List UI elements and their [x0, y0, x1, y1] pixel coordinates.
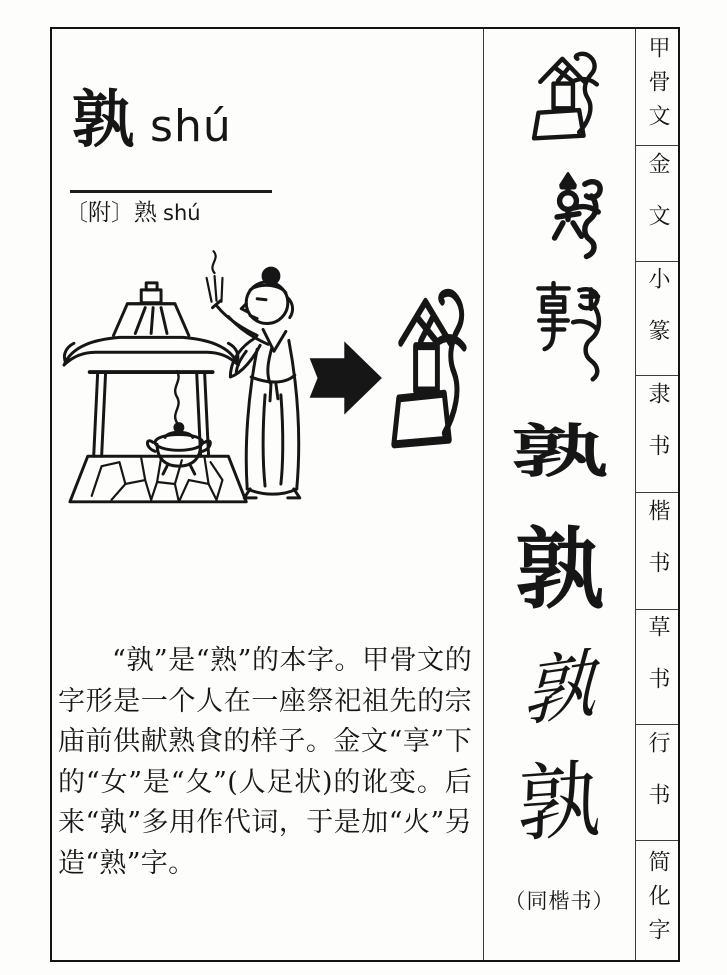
entry-title [72, 83, 232, 156]
shrine-icon [64, 283, 246, 502]
oracle-glyph-icon [394, 293, 464, 445]
script-label-oracle-bone: 甲骨文 [645, 36, 670, 138]
incense-burner-icon [147, 371, 210, 474]
clerical-script-glyph: 孰 [511, 418, 608, 486]
etymology-illustration [62, 245, 478, 511]
variant-character: 熟 [134, 200, 157, 226]
page-frame [50, 27, 680, 962]
script-forms-column [484, 29, 636, 960]
right-arrow-icon [310, 341, 382, 414]
entry-character: 孰 [72, 83, 135, 156]
script-labels-column [636, 29, 678, 960]
worshipper-icon [207, 251, 300, 498]
script-label-bronze: 金文 [636, 145, 678, 261]
simplified-note: （同楷书） [504, 889, 615, 913]
main-panel [52, 29, 484, 960]
incense-sticks-icon [207, 251, 223, 302]
regular-script-glyph: 孰 [515, 517, 604, 621]
burner-smoke-icon [175, 371, 178, 423]
incense-smoke-icon [212, 251, 215, 273]
running-script-glyph: 孰 [515, 749, 604, 855]
script-label-running: 行书 [636, 724, 678, 840]
cursive-script-glyph: 孰 [521, 640, 598, 738]
seal-script-glyph [517, 278, 615, 388]
oracle-script-glyph [520, 50, 610, 156]
entry-variant [65, 194, 201, 227]
platform-stones [92, 458, 223, 502]
variant-prefix: 〔附〕 [65, 200, 134, 226]
variant-pinyin: shú [163, 201, 201, 225]
script-label-clerical: 隶书 [636, 375, 678, 492]
explanation-text: “孰”是“熟”的本字。甲骨文的字形是一个人在一座祭祀祖先的宗庙前供献熟食的样子。金文“享”下的“女”是“夂”(人足状)的讹变。后来“孰”多用作代词，于是加“火”另造“熟”字。 [58, 645, 472, 879]
script-label-cursive: 草书 [636, 609, 678, 724]
entry-pinyin: shú [150, 101, 232, 152]
script-label-small-seal: 小篆 [636, 261, 678, 375]
script-label-regular: 楷书 [636, 492, 678, 609]
bronze-script-glyph [526, 168, 610, 266]
title-underline [70, 190, 272, 193]
script-label-simplified: 简化字 [636, 840, 678, 960]
